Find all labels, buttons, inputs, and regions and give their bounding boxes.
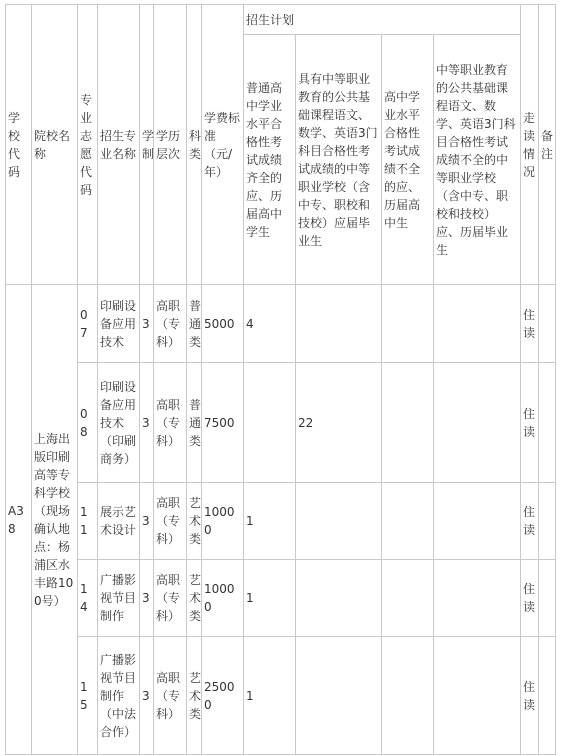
school-name-cell: 上海出版印刷高等专科学校（现场确认地点：杨浦区水丰路100号） — [32, 285, 78, 755]
level-cell: 高职（专科） — [154, 285, 187, 363]
header-major-name: 招生专业名称 — [98, 5, 140, 285]
major-code-cell: 14 — [78, 560, 98, 637]
enrollment-plan-table — [5, 4, 556, 755]
duration-cell: 3 — [140, 363, 154, 483]
plan-col2-cell — [296, 285, 382, 363]
level-cell: 高职（专科） — [154, 483, 187, 560]
plan-col4-cell — [434, 483, 521, 560]
plan-col2-cell — [296, 637, 382, 755]
header-school-name: 院校名称 — [32, 5, 78, 285]
plan-col2-cell: 22 — [296, 363, 382, 483]
level-cell: 高职（专科） — [154, 637, 187, 755]
plan-col4-cell — [434, 363, 521, 483]
table-row — [6, 483, 556, 560]
header-major-code: 专业志愿代码 — [78, 5, 98, 285]
plan-col3-cell — [382, 363, 434, 483]
plan-col1-cell: 1 — [244, 637, 296, 755]
category-cell: 艺术类 — [187, 637, 202, 755]
plan-col2-cell — [296, 483, 382, 560]
table-row — [6, 363, 556, 483]
boarding-cell: 住读 — [521, 285, 539, 363]
header-remarks: 备注 — [539, 5, 556, 285]
table-row — [6, 637, 556, 755]
level-cell: 高职（专科） — [154, 363, 187, 483]
level-cell: 高职（专科） — [154, 560, 187, 637]
remarks-cell — [539, 285, 556, 363]
remarks-cell — [539, 363, 556, 483]
plan-col1-cell: 1 — [244, 560, 296, 637]
header-duration: 学制 — [140, 5, 154, 285]
tuition-cell: 25000 — [202, 637, 244, 755]
plan-col1-cell: 1 — [244, 483, 296, 560]
tuition-cell: 7500 — [202, 363, 244, 483]
plan-col1-cell — [244, 363, 296, 483]
remarks-cell — [539, 560, 556, 637]
category-cell: 普通类 — [187, 363, 202, 483]
duration-cell: 3 — [140, 637, 154, 755]
duration-cell: 3 — [140, 560, 154, 637]
plan-col4-cell — [434, 285, 521, 363]
header-plan-col2: 具有中等职业教育的公共基础课程语文、数学、英语3门科目合格性考试成绩的中等职业学校（含中专、职校和技校）应届毕业生 — [296, 35, 382, 285]
category-cell: 艺术类 — [187, 560, 202, 637]
header-plan: 招生计划 — [244, 5, 521, 35]
header-row — [6, 5, 556, 35]
header-level: 学历层次 — [154, 5, 187, 285]
category-cell: 普通类 — [187, 285, 202, 363]
plan-col3-cell — [382, 560, 434, 637]
tuition-cell: 5000 — [202, 285, 244, 363]
tuition-cell: 10000 — [202, 560, 244, 637]
plan-col3-cell — [382, 637, 434, 755]
duration-cell: 3 — [140, 285, 154, 363]
boarding-cell: 住读 — [521, 560, 539, 637]
major-code-cell: 15 — [78, 637, 98, 755]
table-row — [6, 285, 556, 363]
school-code-cell: A38 — [6, 285, 32, 755]
major-code-cell: 07 — [78, 285, 98, 363]
boarding-cell: 住读 — [521, 483, 539, 560]
major-name-cell: 广播影视节目制作（中法合作） — [98, 637, 140, 755]
duration-cell: 3 — [140, 483, 154, 560]
header-boarding: 走读情况 — [521, 5, 539, 285]
tuition-cell: 10000 — [202, 483, 244, 560]
header-plan-col1: 普通高中学业水平合格性考试成绩齐全的应、历届高中学生 — [244, 35, 296, 285]
header-school-code: 学校代码 — [6, 5, 32, 285]
major-name-cell: 展示艺术设计 — [98, 483, 140, 560]
remarks-cell — [539, 637, 556, 755]
table-row — [6, 560, 556, 637]
major-code-cell: 08 — [78, 363, 98, 483]
plan-col1-cell: 4 — [244, 285, 296, 363]
remarks-cell — [539, 483, 556, 560]
category-cell: 艺术类 — [187, 483, 202, 560]
major-name-cell: 广播影视节目制作 — [98, 560, 140, 637]
boarding-cell: 住读 — [521, 363, 539, 483]
boarding-cell: 住读 — [521, 637, 539, 755]
header-category: 科类 — [187, 5, 202, 285]
major-name-cell: 印刷设备应用技术 — [98, 285, 140, 363]
plan-col2-cell — [296, 560, 382, 637]
header-plan-col4: 中等职业教育的公共基础课程语文、数学、英语3门科目合格性考试成绩不全的中等职业学校（含中专、职校和技校）应、历届毕业生 — [434, 35, 521, 285]
major-name-cell: 印刷设备应用技术（印刷商务） — [98, 363, 140, 483]
plan-col3-cell — [382, 285, 434, 363]
major-code-cell: 11 — [78, 483, 98, 560]
header-plan-col3: 高中学业水平合格性考试成绩不全的应、历届高中生 — [382, 35, 434, 285]
header-tuition: 学费标准（元/年） — [202, 5, 244, 285]
plan-col3-cell — [382, 483, 434, 560]
plan-col4-cell — [434, 560, 521, 637]
plan-col4-cell — [434, 637, 521, 755]
